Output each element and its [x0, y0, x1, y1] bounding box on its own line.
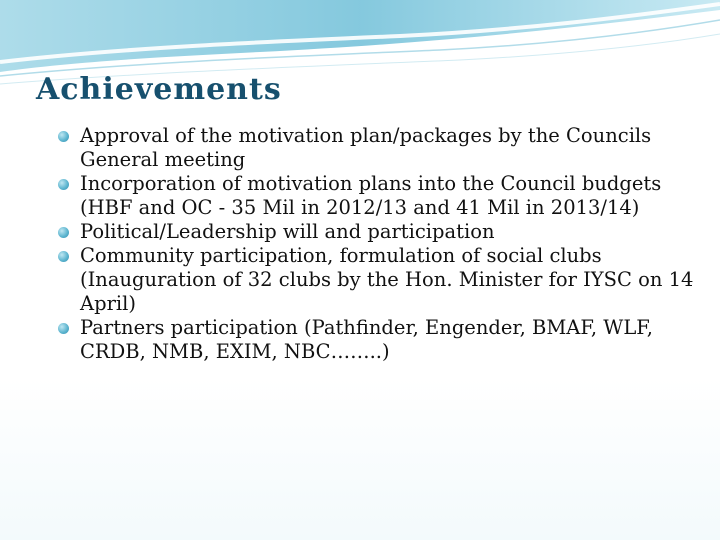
bullet-dot-icon — [58, 227, 69, 238]
bullet-item — [58, 244, 698, 316]
bullet-dot-icon — [58, 179, 69, 190]
bullet-dot-icon — [58, 323, 69, 334]
bullet-text: Partners participation (Pathfinder, Engender, BMAF, WLF, CRDB, NMB, EXIM, NBC……..) — [80, 316, 653, 363]
bullet-item — [58, 220, 698, 244]
bullet-text: Incorporation of motivation plans into the Council budgets (HBF and OC - 35 Mil in 2012/13 and 41 Mil in 2013/14) — [80, 172, 662, 219]
bullet-list — [58, 124, 698, 364]
bullet-item — [58, 124, 698, 172]
bullet-item — [58, 172, 698, 220]
bullet-dot-icon — [58, 251, 69, 262]
bullet-dot-icon — [58, 131, 69, 142]
bullet-text: Community participation, formulation of social clubs (Inauguration of 32 clubs by the Hon. Minister for IYSC on 14 April) — [80, 244, 694, 315]
bullet-item — [58, 316, 698, 364]
bullet-text: Approval of the motivation plan/packages by the Councils General meeting — [80, 124, 652, 171]
slide-title: Achievements — [36, 72, 282, 107]
bullet-text: Political/Leadership will and participation — [80, 220, 495, 243]
